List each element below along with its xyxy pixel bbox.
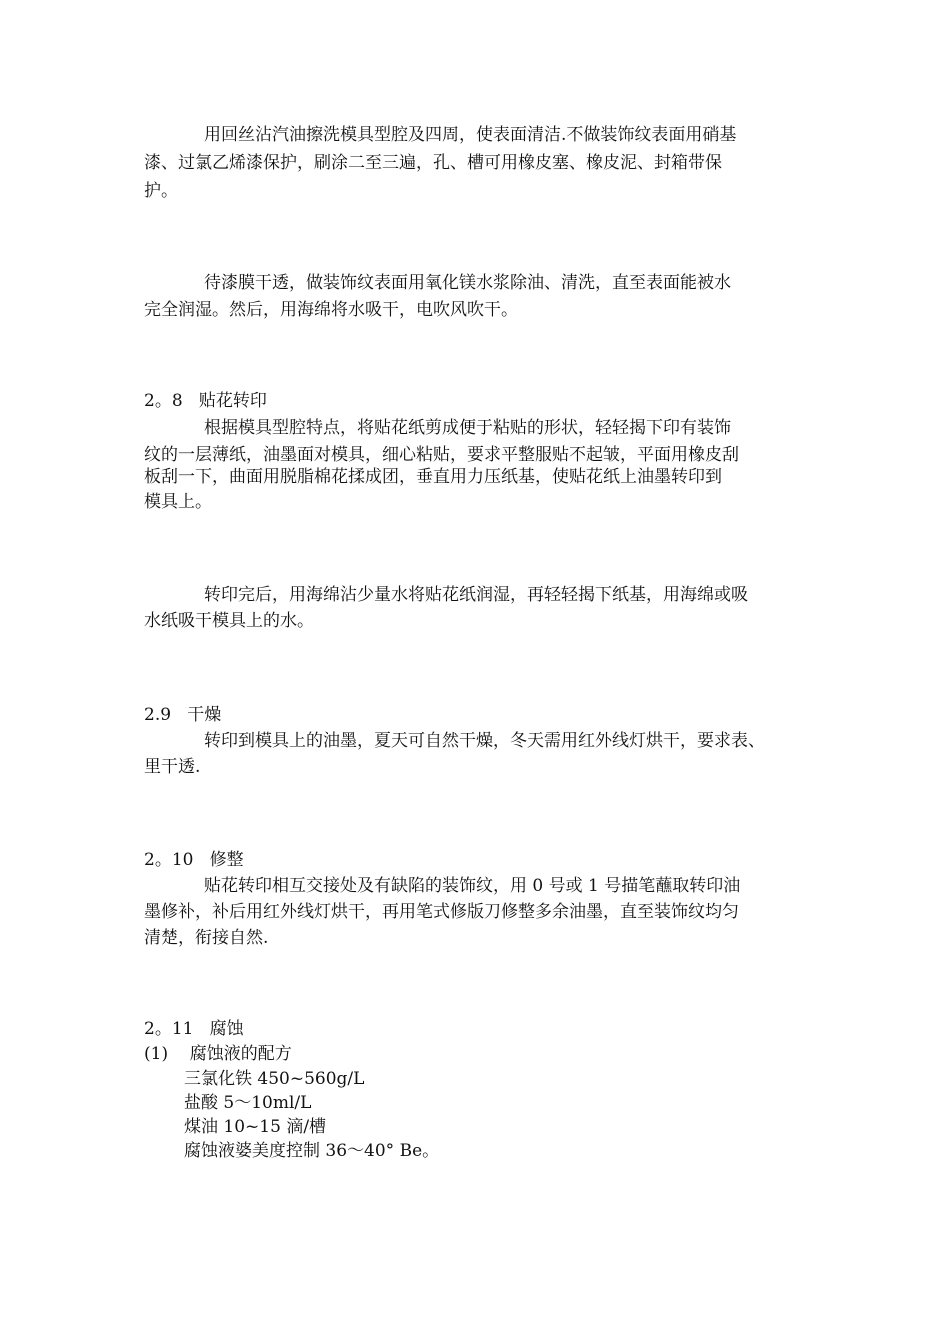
text-line: 贴花转印相互交接处及有缺陷的装饰纹，用 0 号或 1 号描笔蘸取转印油 [204, 876, 741, 896]
text-line: 里干透. [144, 757, 201, 777]
list-item: 盐酸 5～10ml/L [184, 1093, 312, 1113]
section-heading: 2。10 修整 [144, 850, 244, 870]
list-item: 腐蚀液婆美度控制 36～40° Be。 [184, 1141, 440, 1161]
sub-heading: (1) 腐蚀液的配方 [144, 1044, 292, 1064]
section-heading: 2。8 贴花转印 [144, 391, 267, 411]
text-line: 墨修补，补后用红外线灯烘干，再用笔式修版刀修整多余油墨，直至装饰纹均匀 [144, 902, 739, 922]
section-heading: 2.9 干燥 [144, 705, 222, 725]
text-line: 水纸吸干模具上的水。 [144, 611, 314, 631]
text-line: 转印完后，用海绵沾少量水将贴花纸润湿，再轻轻揭下纸基，用海绵或吸 [204, 585, 748, 605]
text-line: 护。 [144, 181, 178, 201]
section-heading: 2。11 腐蚀 [144, 1019, 244, 1039]
list-item: 三氯化铁 450~560g/L [184, 1069, 365, 1089]
text-line: 板刮一下，曲面用脱脂棉花揉成团，垂直用力压纸基，使贴花纸上油墨转印到 [144, 467, 722, 487]
text-line: 漆、过氯乙烯漆保护，刷涂二至三遍，孔、槽可用橡皮塞、橡皮泥、封箱带保 [144, 153, 722, 173]
text-line: 根据模具型腔特点，将贴花纸剪成便于粘贴的形状，轻轻揭下印有装饰 [204, 418, 731, 438]
text-line: 转印到模具上的油墨，夏天可自然干燥，冬天需用红外线灯烘干，要求表、 [204, 731, 765, 751]
text-line: 清楚，衔接自然. [144, 928, 269, 948]
text-line: 模具上。 [144, 492, 212, 512]
text-line: 用回丝沾汽油擦洗模具型腔及四周，使表面清洁.不做装饰纹表面用硝基 [204, 125, 737, 145]
text-line: 纹的一层薄纸，油墨面对模具，细心粘贴，要求平整服贴不起皱，平面用橡皮刮 [144, 445, 739, 465]
text-line: 完全润湿。然后，用海绵将水吸干，电吹风吹干。 [144, 300, 518, 320]
text-line: 待漆膜干透，做装饰纹表面用氧化镁水浆除油、清洗，直至表面能被水 [204, 273, 731, 293]
list-item: 煤油 10~15 滴/槽 [184, 1117, 327, 1137]
